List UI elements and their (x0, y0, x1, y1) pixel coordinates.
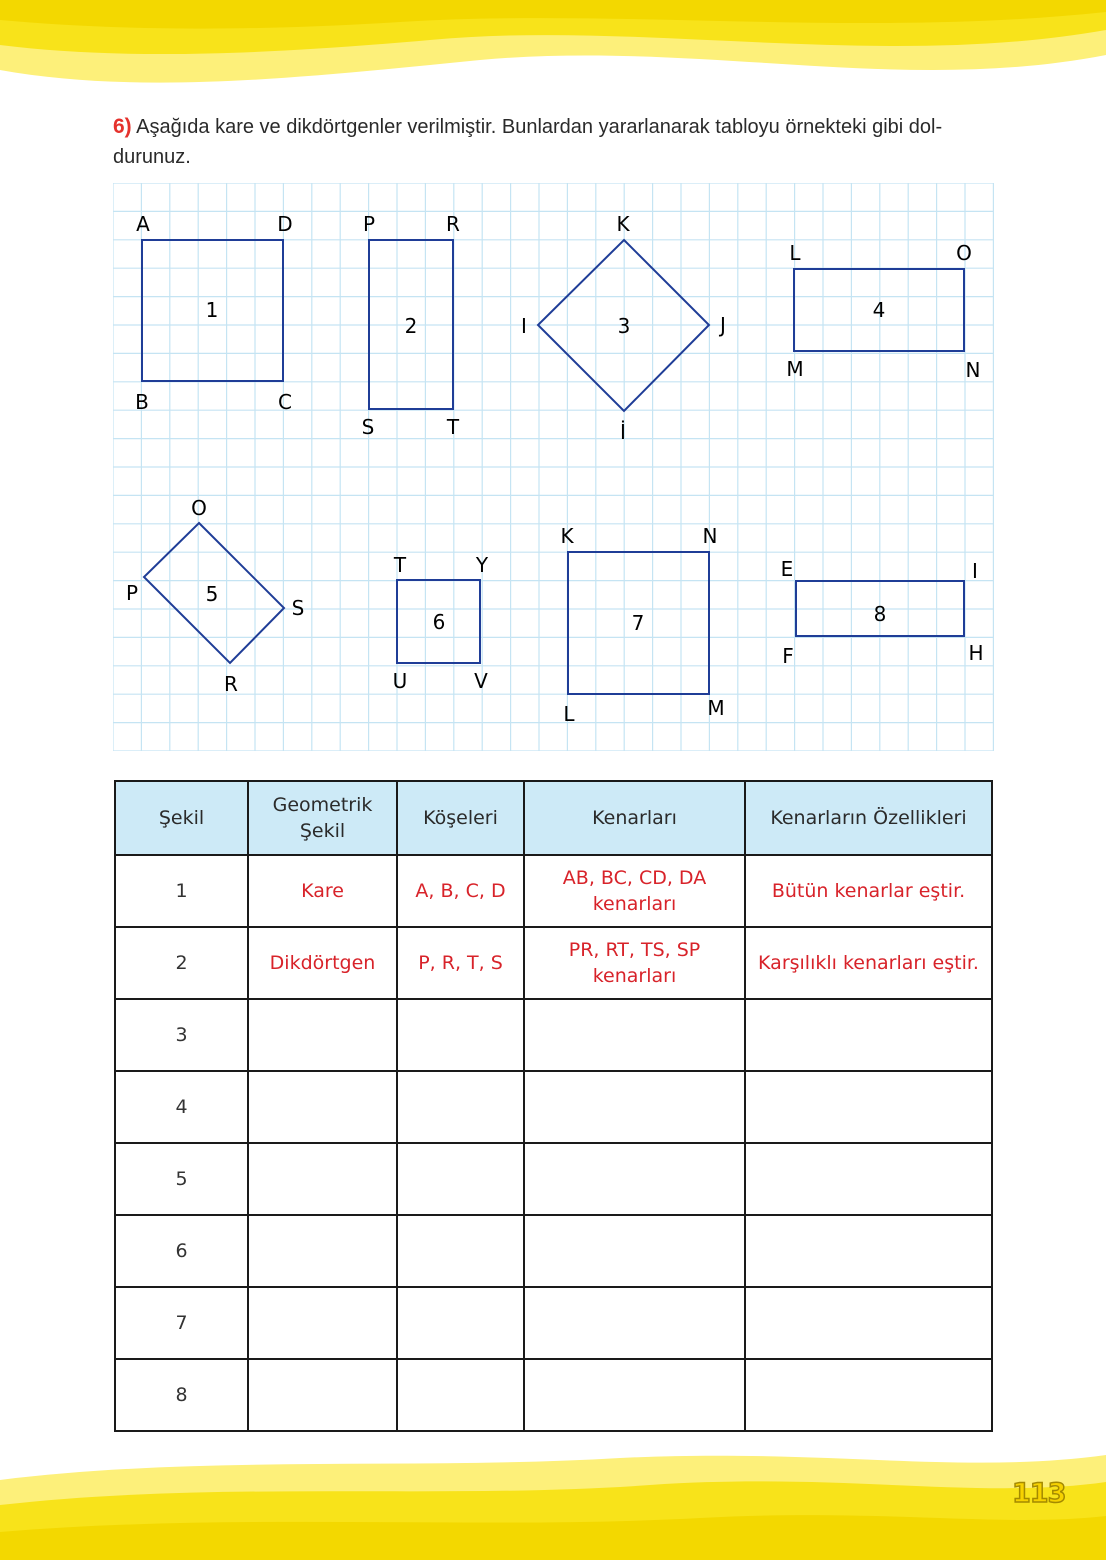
table-row (115, 927, 992, 999)
cell-ozellik: Karşılıklı kenarları eştir. (745, 927, 992, 999)
figure-7-vertex-k: K (560, 524, 574, 548)
figure-8-vertex-e: E (780, 557, 794, 581)
answer-table (114, 780, 993, 1432)
figure-3-vertex-k: K (616, 212, 630, 236)
figure-2-number: 2 (404, 314, 418, 338)
figure-5-number: 5 (205, 582, 219, 606)
header-geometrik-sekil: Geometrik Şekil (248, 781, 397, 855)
cell-geometrik[interactable] (248, 1359, 397, 1431)
figure-5-vertex-r: R (224, 672, 238, 696)
figure-6-vertex-v: V (474, 669, 488, 693)
header-koseleri: Köşeleri (397, 781, 524, 855)
figure-6-vertex-t: T (393, 553, 407, 577)
figure-4-vertex-l: L (789, 241, 801, 265)
figure-1 (135, 212, 293, 414)
grid-paper (113, 183, 994, 751)
cell-koseler[interactable] (397, 1143, 524, 1215)
figure-4-vertex-m: M (786, 357, 804, 381)
figure-8-vertex-i: I (972, 559, 978, 583)
cell-koseler[interactable] (397, 999, 524, 1071)
table-row (115, 1143, 992, 1215)
grid-area (113, 183, 994, 755)
figure-3-vertex-j: J (720, 313, 726, 337)
page-number: 113 (1012, 1478, 1066, 1509)
figure-1-number: 1 (205, 298, 219, 322)
cell-kenarlar[interactable] (524, 999, 745, 1071)
figure-1-vertex-b: B (135, 390, 149, 414)
cell-sekil: 6 (115, 1215, 248, 1287)
cell-ozellik[interactable] (745, 1359, 992, 1431)
top-wave-decoration (0, 0, 1106, 110)
figure-8 (781, 557, 984, 668)
figure-7-vertex-n: N (702, 524, 718, 548)
figure-1-vertex-c: C (278, 390, 292, 414)
figure-5-vertex-o: O (191, 496, 207, 520)
cell-ozellik[interactable] (745, 1215, 992, 1287)
table-row (115, 855, 992, 927)
figure-6 (393, 553, 489, 693)
figure-1-vertex-d: D (277, 212, 293, 236)
figure-3 (521, 212, 726, 444)
figure-7-vertex-m: M (707, 696, 725, 720)
table-row (115, 1071, 992, 1143)
cell-sekil: 5 (115, 1143, 248, 1215)
header-kenar-ozellikleri: Kenarların Özellikleri (745, 781, 992, 855)
cell-kenarlar[interactable] (524, 1215, 745, 1287)
cell-kenarlar: AB, BC, CD, DA kenarları (524, 855, 745, 927)
figure-2-vertex-s: S (361, 415, 375, 439)
table-row (115, 1287, 992, 1359)
figure-2-vertex-p: P (362, 212, 376, 236)
cell-geometrik[interactable] (248, 1215, 397, 1287)
figure-7-vertex-l: L (563, 702, 575, 726)
figure-6-number: 6 (432, 610, 446, 634)
cell-koseler[interactable] (397, 1359, 524, 1431)
figure-4 (786, 241, 980, 382)
figure-2-vertex-r: R (446, 212, 460, 236)
cell-kenarlar[interactable] (524, 1071, 745, 1143)
question-line-2: durunuz. (113, 146, 191, 168)
figure-4-vertex-o: O (956, 241, 972, 265)
figure-6-vertex-u: U (392, 669, 408, 693)
cell-ozellik: Bütün kenarlar eştir. (745, 855, 992, 927)
cell-kenarlar[interactable] (524, 1287, 745, 1359)
header-sekil: Şekil (115, 781, 248, 855)
table-row (115, 1359, 992, 1431)
figure-8-vertex-h: H (968, 641, 984, 665)
figure-8-number: 8 (873, 602, 887, 626)
question-line-1: Aşağıda kare ve dikdörtgenler verilmiştir. Bunlardan yararlanarak tabloyu örnekteki gibi dol- (136, 116, 943, 138)
figure-3-vertex-i-dotted: İ (620, 420, 626, 444)
cell-sekil: 3 (115, 999, 248, 1071)
figure-5-vertex-s: S (291, 596, 305, 620)
figure-2-vertex-t: T (446, 415, 460, 439)
cell-sekil: 1 (115, 855, 248, 927)
header-kenarlari: Kenarları (524, 781, 745, 855)
figure-4-number: 4 (872, 298, 886, 322)
cell-ozellik[interactable] (745, 999, 992, 1071)
figure-8-vertex-f: F (782, 644, 794, 668)
bottom-wave-decoration (0, 1440, 1106, 1560)
cell-kenarlar[interactable] (524, 1359, 745, 1431)
cell-ozellik[interactable] (745, 1071, 992, 1143)
cell-geometrik: Dikdörtgen (248, 927, 397, 999)
figure-6-vertex-y: Y (475, 553, 489, 577)
figure-1-vertex-a: A (136, 212, 150, 236)
cell-sekil: 8 (115, 1359, 248, 1431)
cell-geometrik[interactable] (248, 1143, 397, 1215)
cell-koseler[interactable] (397, 1287, 524, 1359)
cell-koseler: A, B, C, D (397, 855, 524, 927)
cell-ozellik[interactable] (745, 1143, 992, 1215)
table-row (115, 999, 992, 1071)
table-header-row (115, 781, 992, 855)
cell-ozellik[interactable] (745, 1287, 992, 1359)
cell-sekil: 2 (115, 927, 248, 999)
figure-3-number: 3 (617, 314, 631, 338)
question-number: 6) (113, 115, 132, 138)
cell-geometrik: Kare (248, 855, 397, 927)
figure-7 (560, 524, 724, 726)
figure-3-vertex-i: I (521, 314, 527, 338)
cell-koseler[interactable] (397, 1071, 524, 1143)
cell-koseler: P, R, T, S (397, 927, 524, 999)
cell-koseler[interactable] (397, 1215, 524, 1287)
cell-sekil: 4 (115, 1071, 248, 1143)
cell-geometrik[interactable] (248, 1287, 397, 1359)
cell-geometrik[interactable] (248, 1071, 397, 1143)
figure-7-number: 7 (631, 611, 645, 635)
figure-5-vertex-p: P (125, 581, 139, 605)
cell-geometrik[interactable] (248, 999, 397, 1071)
cell-sekil: 7 (115, 1287, 248, 1359)
cell-kenarlar: PR, RT, TS, SP kenarları (524, 927, 745, 999)
cell-kenarlar[interactable] (524, 1143, 745, 1215)
question-text (113, 112, 993, 172)
table-row (115, 1215, 992, 1287)
figure-4-vertex-n: N (965, 358, 981, 382)
